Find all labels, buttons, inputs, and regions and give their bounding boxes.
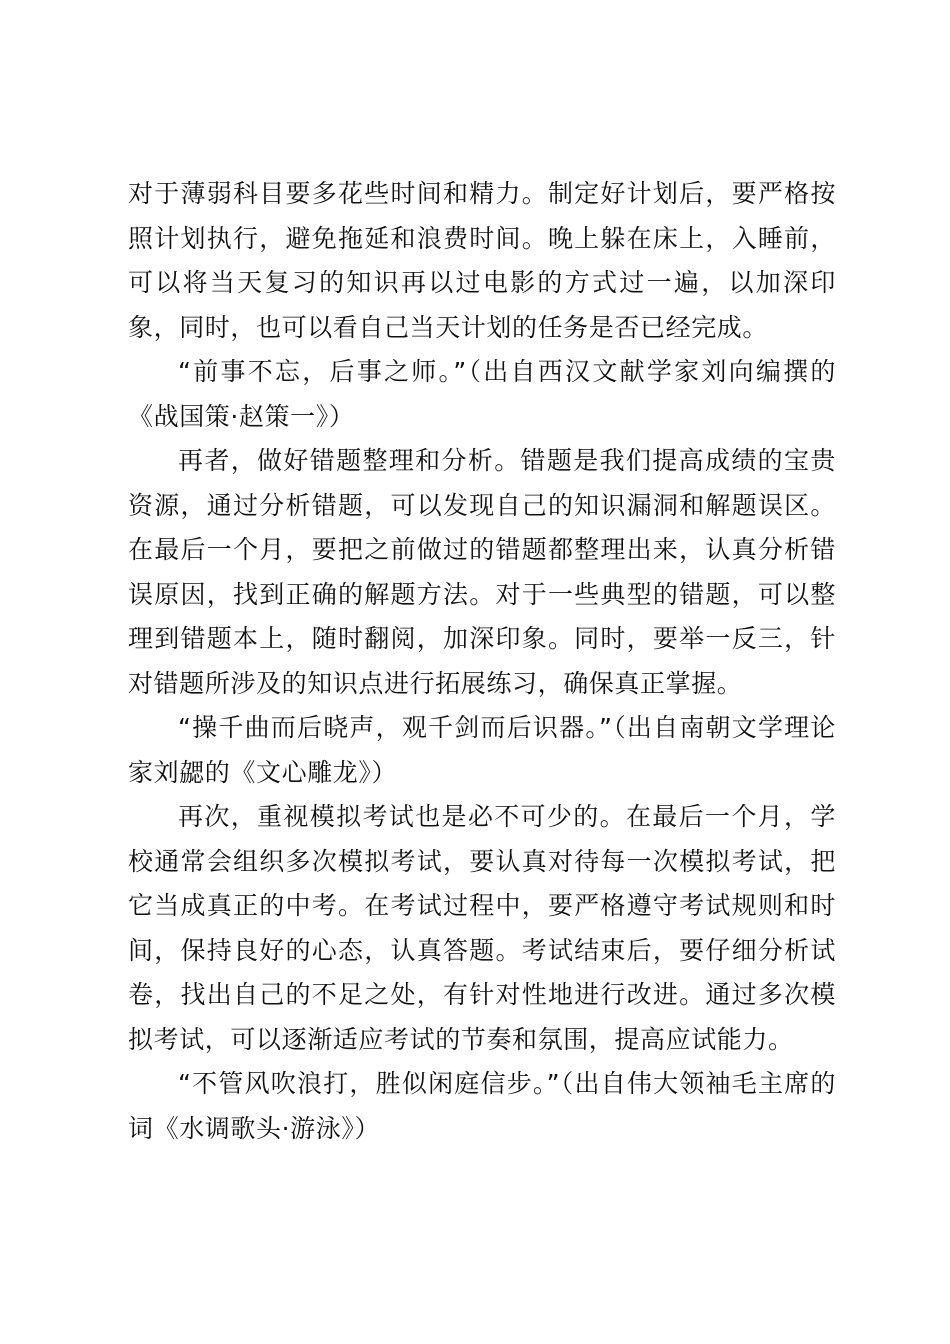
document-body xyxy=(128,172,836,1151)
paragraph-error-review: 再者，做好错题整理和分析。错题是我们提高成绩的宝贵资源，通过分析错题，可以发现自己的知识漏洞和解题误区。在最后一个月，要把之前做过的错题都整理出来，认真分析错误原因，找到正确的解题方法。对于一些典型的错题，可以整理到错题本上，随时翻阅，加深印象。同时，要举一反三，针对错题所涉及的知识点进行拓展练习，确保真正掌握。 xyxy=(128,446,836,698)
quote-paragraph: “前事不忘，后事之师。”（出自西汉文献学家刘向编撰的《战国策·赵策一》） xyxy=(128,357,836,431)
quote-paragraph: “操千曲而后晓声，观千剑而后识器。”（出自南朝文学理论家刘勰的《文心雕龙》） xyxy=(128,713,836,787)
paragraph-continued: 对于薄弱科目要多花些时间和精力。制定好计划后，要严格按照计划执行，避免拖延和浪费时间。晚上躲在床上，入睡前，可以将当天复习的知识再以过电影的方式过一遍，以加深印象，同时，也可以看自己当天计划的任务是否已经完成。 xyxy=(128,179,836,342)
quote-paragraph: “不管风吹浪打，胜似闲庭信步。”（出自伟大领袖毛主席的词《水调歌头·游泳》） xyxy=(128,1069,836,1143)
paragraph-mock-exams: 再次，重视模拟考试也是必不可少的。在最后一个月，学校通常会组织多次模拟考试，要认真对待每一次模拟考试，把它当成真正的中考。在考试过程中，要严格遵守考试规则和时间，保持良好的心态，认真答题。考试结束后，要仔细分析试卷，找出自己的不足之处，有针对性地进行改进。通过多次模拟考试，可以逐渐适应考试的节奏和氛围，提高应试能力。 xyxy=(128,802,836,1054)
